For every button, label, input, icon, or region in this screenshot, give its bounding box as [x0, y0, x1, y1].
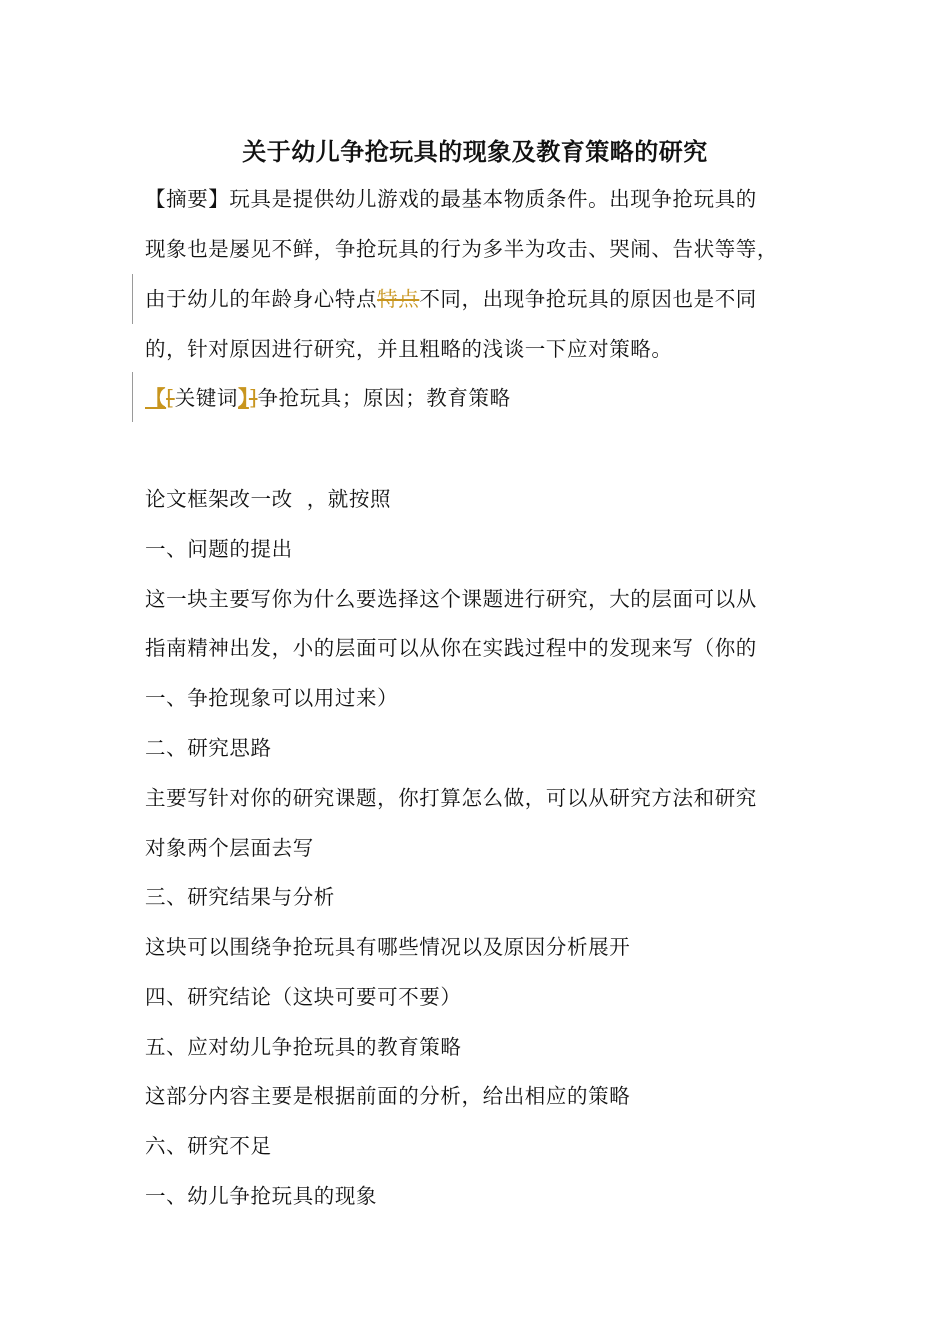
inserted-open-bracket: 【 — [145, 386, 167, 410]
keywords-text: 争抢玩具；原因；教育策略 — [257, 386, 511, 410]
keywords-line — [145, 382, 511, 414]
abstract-line-3-after: 不同，出现争抢玩具的原因也是不同 — [419, 287, 757, 311]
paragraph-line: 指南精神出发，小的层面可以从你在实践过程中的发现来写（你的 — [145, 636, 757, 660]
abstract-line-1: 【摘要】玩具是提供幼儿游戏的最基本物质条件。出现争抢玩具的 — [145, 187, 757, 211]
deleted-open-bracket: [ — [166, 386, 175, 410]
document-title: 关于幼儿争抢玩具的现象及教育策略的研究 — [242, 137, 708, 166]
section-heading: 一、幼儿争抢玩具的现象 — [145, 1184, 378, 1208]
inserted-close-bracket: 】 — [238, 386, 249, 410]
change-bar — [132, 372, 133, 422]
section-heading: 一、问题的提出 — [145, 537, 293, 561]
change-bar — [132, 274, 133, 324]
section-heading: 四、研究结论（这块可要可不要） — [145, 985, 462, 1009]
paragraph-line: 对象两个层面去写 — [145, 836, 314, 860]
section-heading: 三、研究结果与分析 — [145, 885, 335, 909]
abstract-line-3 — [145, 283, 757, 315]
paragraph-line: 这一块主要写你为什么要选择这个课题进行研究，大的层面可以从 — [145, 587, 757, 611]
abstract-line-2: 现象也是屡见不鲜，争抢玩具的行为多半为攻击、哭闹、告状等等， — [145, 237, 778, 261]
paragraph-line: 这部分内容主要是根据前面的分析，给出相应的策略 — [145, 1084, 631, 1108]
section-heading: 五、应对幼儿争抢玩具的教育策略 — [145, 1035, 462, 1059]
abstract-line-3-before: 由于幼儿的年龄身心特点 — [145, 287, 378, 311]
keywords-label: 关键词 — [174, 386, 239, 410]
section-heading: 二、研究思路 — [145, 736, 272, 760]
deleted-close-bracket: ] — [248, 386, 258, 410]
framework-note-a: 论文框架改一改 — [145, 487, 293, 511]
paragraph-line: 一、争抢现象可以用过来） — [145, 686, 399, 710]
paragraph-line: 这块可以围绕争抢玩具有哪些情况以及原因分析展开 — [145, 935, 631, 959]
paragraph-line: 主要写针对你的研究课题，你打算怎么做，可以从研究方法和研究 — [145, 786, 757, 810]
section-heading: 六、研究不足 — [145, 1134, 272, 1158]
abstract-line-4: 的，针对原因进行研究，并且粗略的浅谈一下应对策略。 — [145, 337, 673, 361]
deleted-text: 特点 — [377, 287, 420, 311]
framework-note-b: ，就按照 — [306, 487, 392, 511]
framework-note — [145, 483, 391, 515]
